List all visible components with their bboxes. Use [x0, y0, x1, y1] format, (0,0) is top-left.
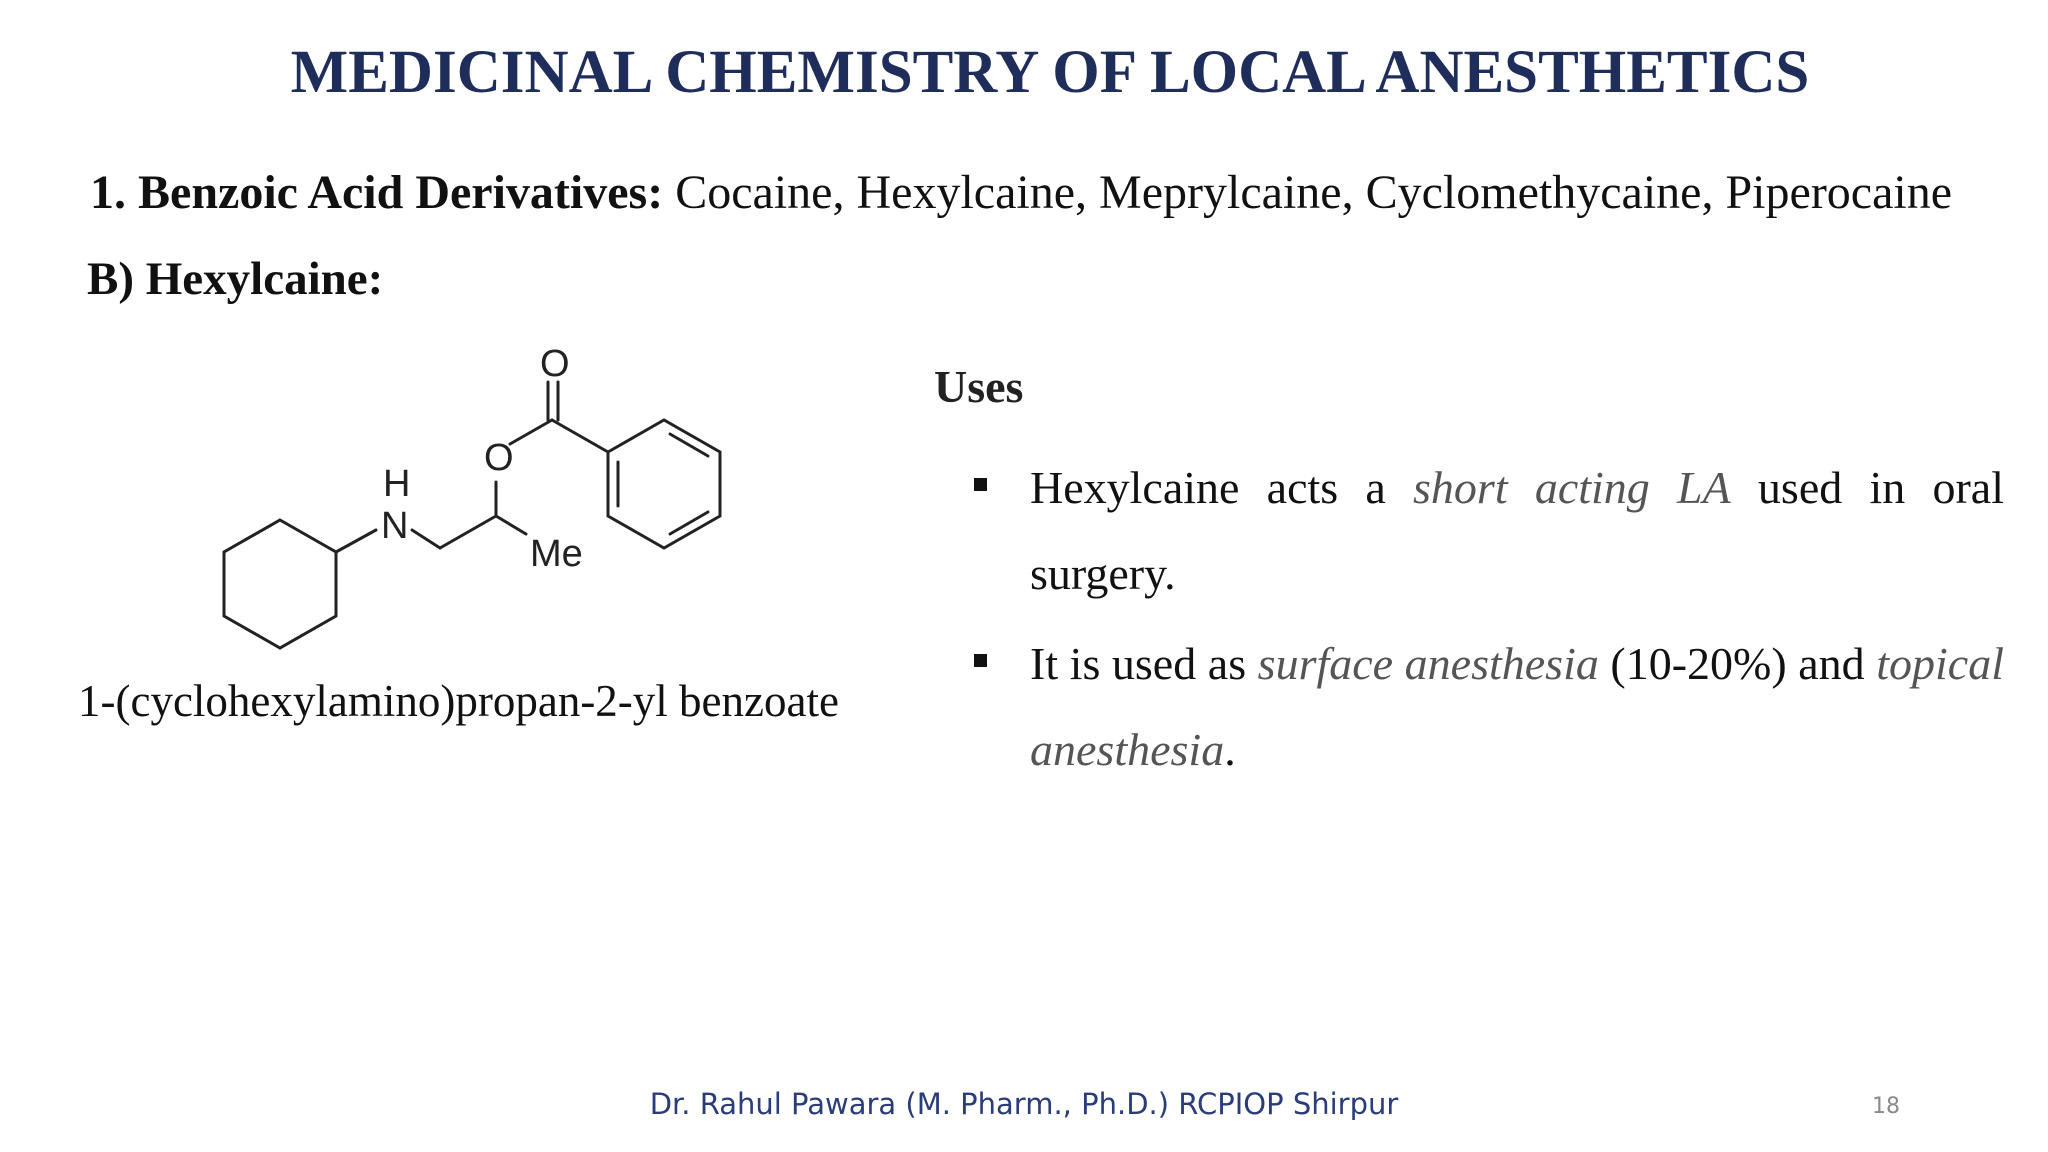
uses-list: [974, 445, 2004, 797]
bond-ch2-ch: [440, 516, 496, 548]
uses-item: [974, 445, 2004, 617]
uses-item-text: It is used as: [1030, 638, 1258, 689]
page-number: 18: [1872, 1094, 1900, 1119]
atom-n: N: [381, 505, 409, 547]
bond-n-ch2: [412, 530, 440, 548]
bond-o-carbonyl: [510, 420, 552, 444]
footer-author: Dr. Rahul Pawara (M. Pharm., Ph.D.) RCPIOP Shirpur: [649, 1087, 1399, 1121]
square-bullet-icon: [974, 478, 987, 491]
uses-item-text: Hexylcaine acts a: [1030, 462, 1414, 513]
atom-h: H: [383, 463, 411, 505]
slide-title: MEDICINAL CHEMISTRY OF LOCAL ANESTHETICS: [290, 39, 1810, 106]
subheading-hexylcaine: B) Hexylcaine:: [87, 253, 384, 305]
square-bullet-icon: [974, 654, 987, 667]
atom-me: Me: [530, 533, 583, 575]
bond-carbonyl-phenyl: [552, 420, 608, 452]
uses-heading: Uses: [934, 361, 1024, 412]
bond-ch-me: [496, 516, 526, 534]
iupac-name: 1-(cyclohexylamino)propan-2-yl benzoate: [78, 676, 839, 726]
benzene-double-3: [670, 512, 708, 534]
section-heading: [90, 165, 1952, 220]
uses-item-text: .: [1224, 724, 1236, 775]
benzene-ring: [608, 420, 720, 548]
uses-item-emphasis: short acting LA: [1413, 462, 1731, 513]
atom-o-carbonyl: O: [540, 343, 570, 385]
uses-item-text: (10-20%) and: [1598, 638, 1877, 689]
uses-item-emphasis: surface anesthesia: [1257, 638, 1599, 689]
bond-ring-n: [336, 530, 376, 552]
atom-o-ester: O: [484, 437, 514, 479]
uses-item-emphasis: topical anesthesia: [1030, 638, 2004, 775]
uses-item-text: used in oral surgery.: [1030, 462, 2004, 599]
section-heading-drug-list: Cocaine, Hexylcaine, Meprylcaine, Cyclomethycaine, Piperocaine: [663, 166, 1953, 219]
benzene-double-2: [670, 434, 708, 456]
cyclohexane-ring: [224, 520, 336, 648]
uses-item: [974, 621, 2004, 793]
hexylcaine-structure-diagram: [200, 330, 740, 650]
section-heading-label: 1. Benzoic Acid Derivatives:: [90, 166, 664, 219]
